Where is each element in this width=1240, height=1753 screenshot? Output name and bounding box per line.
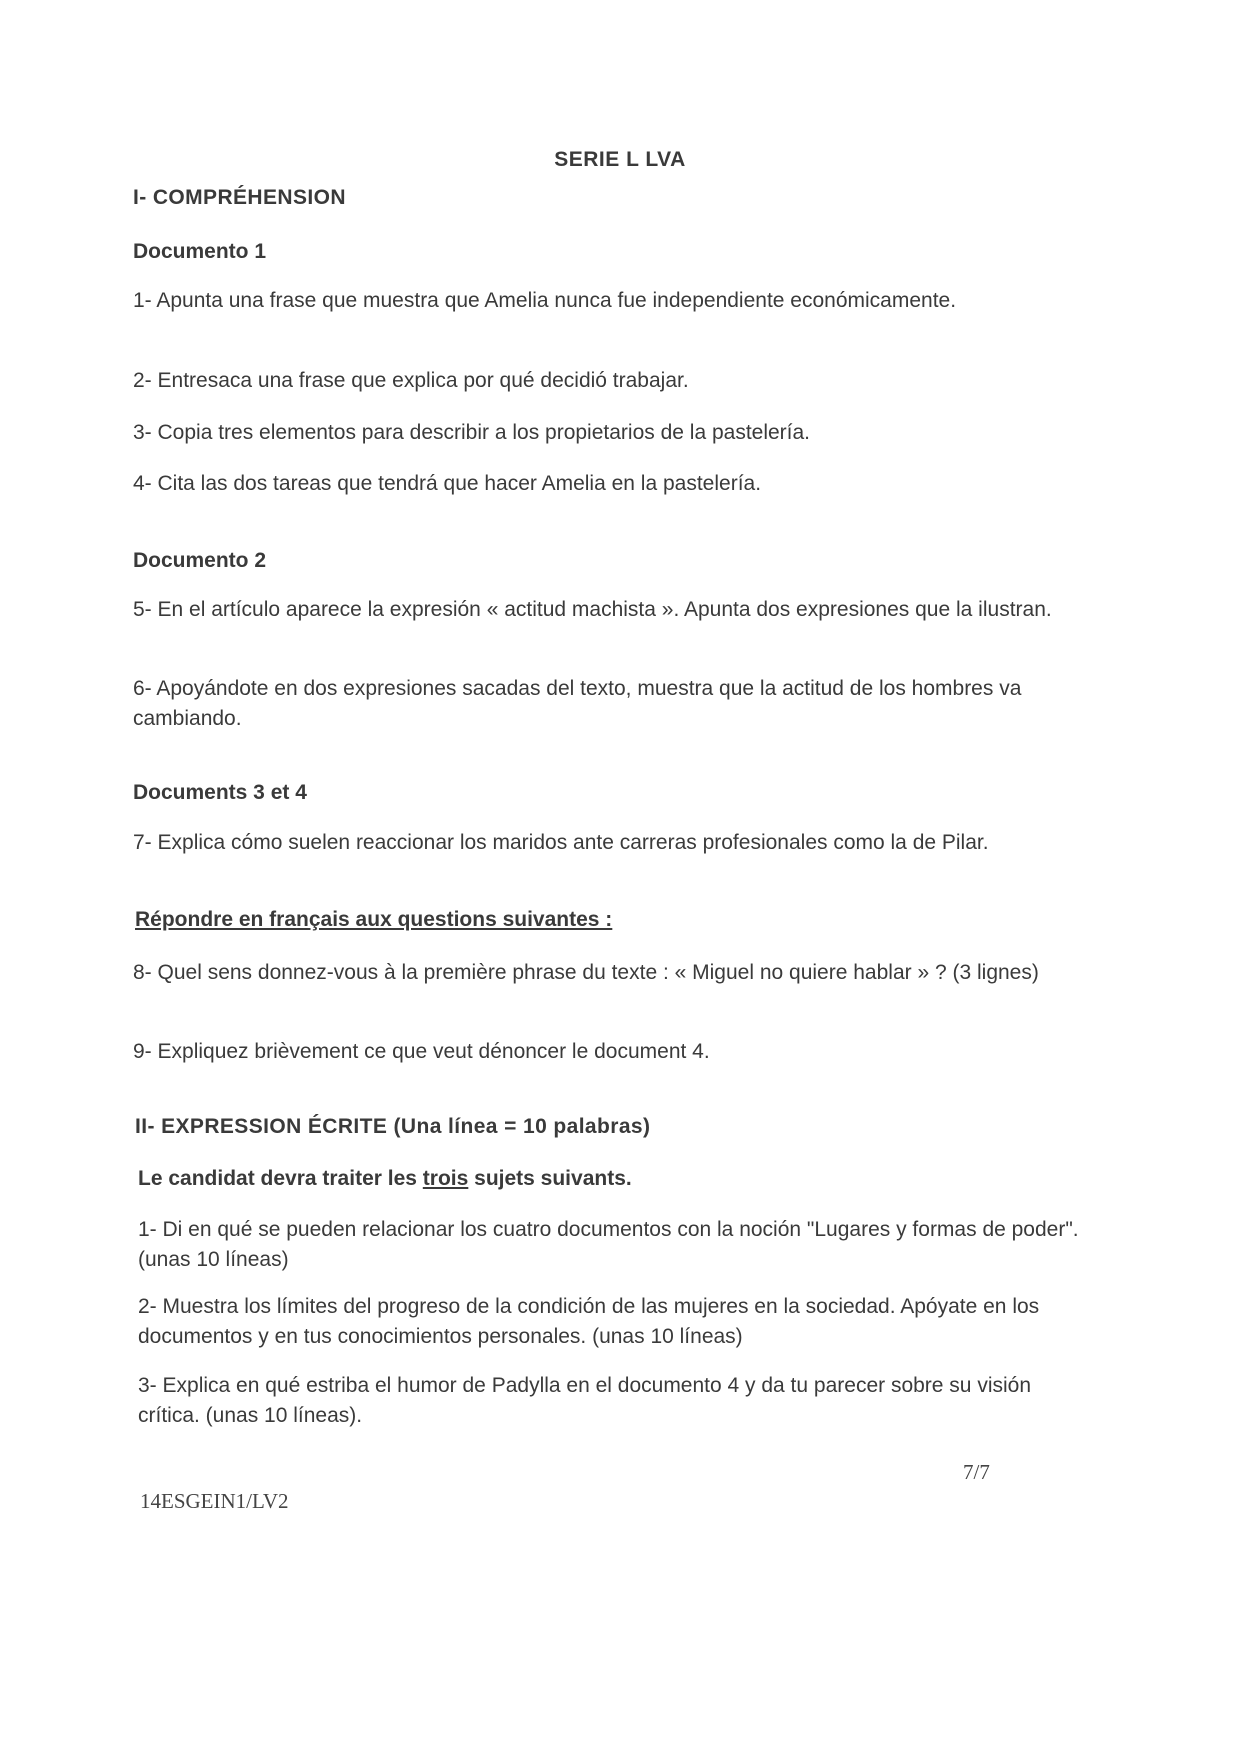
question-2: 2- Entresaca una frase que explica por qué decidió trabajar.: [133, 369, 689, 392]
documents-3-4-heading: Documents 3 et 4: [133, 781, 307, 804]
document-code: 14ESGEIN1/LV2: [140, 1489, 289, 1513]
expression-question-3: 3- Explica en qué estriba el humor de Padylla en el documento 4 y da tu parecer sobre su visión crítica. (unas 10 líneas).: [138, 1374, 1032, 1427]
document-1-heading: Documento 1: [133, 240, 267, 263]
french-instruction: Répondre en français aux questions suivantes :: [135, 908, 613, 931]
document-2-heading: Documento 2: [133, 549, 267, 572]
question-6: 6- Apoyándote en dos expresiones sacadas del texto, muestra que la actitud de los hombres va cambiando.: [133, 677, 1022, 730]
instruction-text-start: Le candidat devra traiter les: [138, 1167, 423, 1190]
section-heading-expression: II- EXPRESSION ÉCRITE (Una línea = 10 palabras): [135, 1115, 651, 1138]
instruction-text-end: sujets suivants.: [468, 1167, 632, 1190]
question-8: 8- Quel sens donnez-vous à la première phrase du texte : « Miguel no quiere hablar » ? (3 lignes): [133, 961, 1039, 984]
question-3: 3- Copia tres elementos para describir a los propietarios de la pastelería.: [133, 421, 811, 444]
question-1: 1- Apunta una frase que muestra que Amelia nunca fue independiente económicamente.: [133, 289, 957, 312]
instruction-underlined-word: trois: [422, 1167, 469, 1190]
expression-question-2: 2- Muestra los límites del progreso de la condición de las mujeres en la sociedad. Apóyate en los documentos y en tus conocimientos personales. (unas 10 líneas): [138, 1295, 1040, 1348]
page-title: SERIE L LVA: [554, 148, 686, 171]
question-9: 9- Expliquez brièvement ce que veut dénoncer le document 4.: [133, 1040, 710, 1063]
page-number: 7/7: [963, 1460, 990, 1484]
section-heading-comprehension: I- COMPRÉHENSION: [133, 186, 346, 209]
expression-instruction: [138, 1167, 632, 1191]
question-5: 5- En el artículo aparece la expresión « actitud machista ». Apunta dos expresiones que la ilustran.: [133, 598, 1052, 621]
question-4: 4- Cita las dos tareas que tendrá que hacer Amelia en la pastelería.: [133, 472, 762, 495]
question-7: 7- Explica cómo suelen reaccionar los maridos ante carreras profesionales como la de Pilar.: [133, 831, 989, 854]
expression-question-1: 1- Di en qué se pueden relacionar los cuatro documentos con la noción "Lugares y formas de poder". (unas 10 líneas): [138, 1218, 1079, 1271]
